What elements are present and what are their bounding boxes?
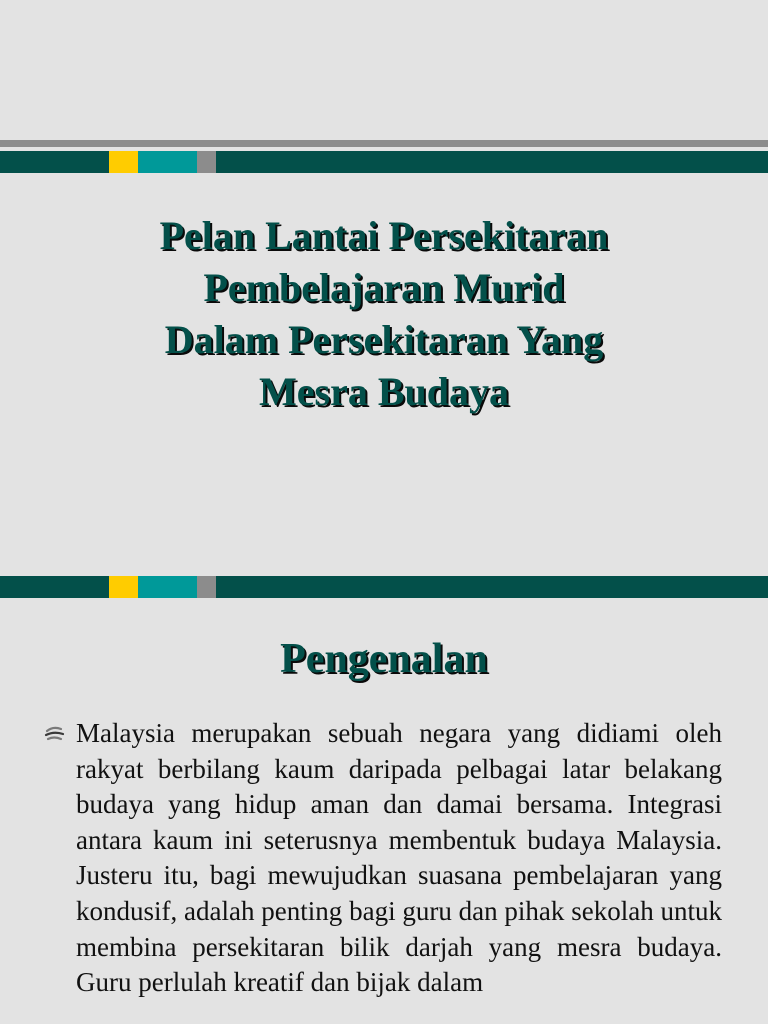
slide-title-line: Pembelajaran Murid xyxy=(203,265,565,310)
band-yellow-block xyxy=(109,576,138,598)
section-heading: Pengenalan xyxy=(280,636,488,682)
band-yellow-block xyxy=(109,151,138,173)
band-grey-block xyxy=(197,151,216,173)
band-teal-block xyxy=(138,576,197,598)
band-grey-block xyxy=(197,576,216,598)
top-divider-line xyxy=(0,140,768,147)
slide-title-line: Mesra Budaya xyxy=(259,369,509,414)
slide-title-line: Dalam Persekitaran Yang xyxy=(164,317,604,362)
slide-separator-band xyxy=(0,576,768,598)
top-color-band xyxy=(0,151,768,173)
band-teal-block xyxy=(138,151,197,173)
slide-title-line: Pelan Lantai Persekitaran xyxy=(159,213,609,258)
slide-title xyxy=(0,210,768,418)
intro-paragraph: Malaysia merupakan sebuah negara yang didiami oleh rakyat berbilang kaum daripada pelbagai latar belakang budaya yang hidup aman dan damai bersama. Integrasi antara kaum ini seterusnya membentuk budaya Malaysia. Justeru itu, bagi mewujudkan suasana pembelajaran yang kondusif, adalah penting bagi guru dan pihak sekolah untuk membina persekitaran bilik darjah yang mesra budaya. Guru perlulah kreatif dan bijak dalam xyxy=(76,718,722,998)
swirl-bullet-icon xyxy=(44,723,66,745)
